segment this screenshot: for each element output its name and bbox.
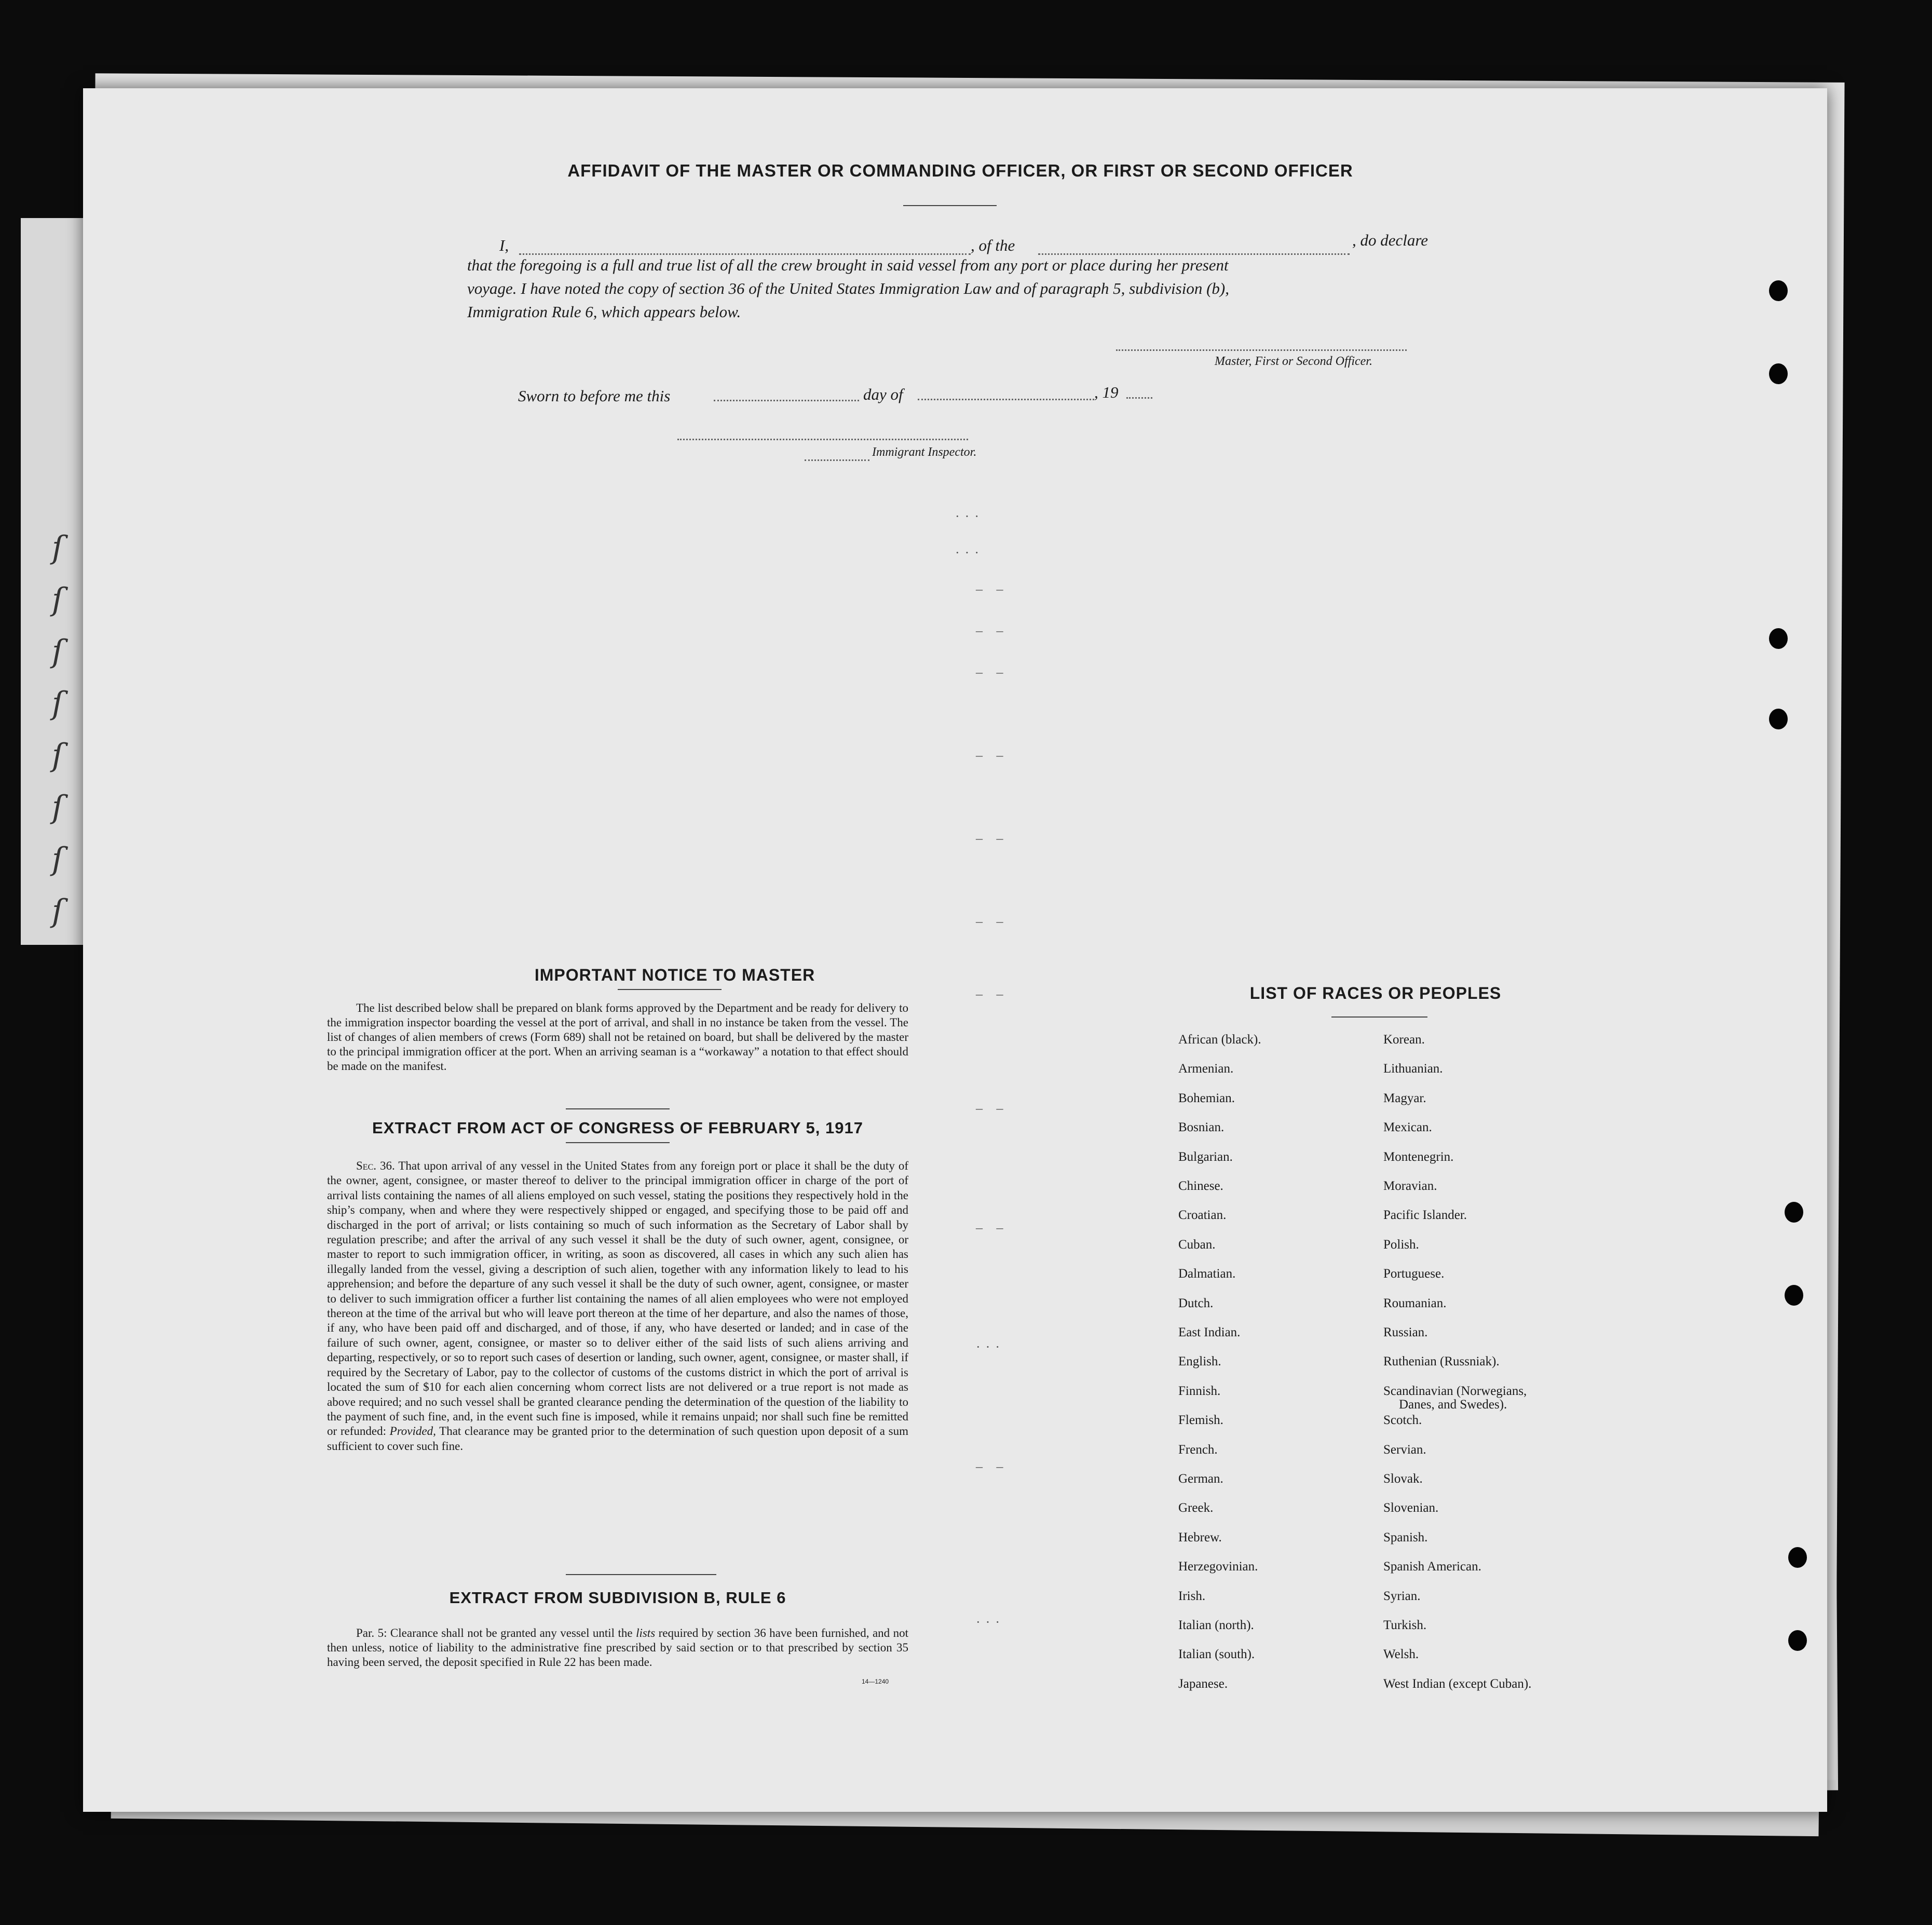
race-item: West Indian (except Cuban). — [1383, 1676, 1532, 1691]
punch-hole — [1788, 1630, 1807, 1651]
race-item: Bulgarian. — [1178, 1149, 1233, 1164]
race-item: Spanish American. — [1383, 1560, 1481, 1574]
year-label: , 19 — [1094, 383, 1119, 401]
race-item: Korean. — [1383, 1033, 1425, 1047]
bleed-through-marks: ··· — [955, 509, 984, 524]
extract-act-title: EXTRACT FROM ACT OF CONGRESS OF FEBRUARY 5, 1917 — [372, 1119, 863, 1137]
handwriting-mark: ſ — [52, 581, 64, 618]
race-item: Syrian. — [1383, 1589, 1421, 1603]
handwriting-mark: ſ — [52, 841, 64, 877]
race-item: Welsh. — [1383, 1647, 1419, 1662]
race-item-continuation: Danes, and Swedes). — [1399, 1397, 1507, 1412]
par-5-lists: lists — [636, 1626, 656, 1639]
section-rule — [566, 1574, 716, 1575]
handwriting-mark: ſ — [52, 789, 64, 825]
sworn-day-line[interactable] — [714, 400, 859, 401]
race-item: Montenegrin. — [1383, 1149, 1454, 1164]
bleed-through-marks: – – — [976, 831, 1009, 846]
race-item: Dalmatian. — [1178, 1267, 1236, 1281]
punch-hole — [1788, 1547, 1807, 1568]
bleed-through-marks: – – — [976, 581, 1009, 597]
title-underline — [903, 205, 997, 206]
section-label: Sec. 36. — [356, 1159, 395, 1172]
notice-underline — [618, 989, 722, 990]
par-5-text-end: required by section 36 have been furnished, and not then unless, notice of liability to the administrative fine prescribed by said section or to that prescribed by section 35 having been served, the deposit specified in Rule 22 has been made. — [327, 1626, 909, 1669]
bleed-through-marks: – – — [976, 623, 1009, 638]
inspector-label: Immigrant Inspector. — [872, 445, 977, 459]
day-of-label: day of — [863, 385, 903, 403]
sworn-label: Sworn to before me this — [518, 387, 671, 405]
inspector-dots — [805, 459, 869, 461]
race-item: English. — [1178, 1354, 1221, 1369]
race-item: Roumanian. — [1383, 1296, 1447, 1310]
race-item: Ruthenian (Russniak). — [1383, 1354, 1500, 1369]
race-item: Irish. — [1178, 1589, 1206, 1603]
bleed-through-marks: – – — [976, 1101, 1009, 1116]
handwriting-mark: ſ — [52, 530, 64, 566]
affidavit-line-4: Immigration Rule 6, which appears below. — [467, 303, 741, 321]
race-item: Croatian. — [1178, 1208, 1227, 1223]
bleed-through-marks: ··· — [976, 1615, 1005, 1630]
race-item: East Indian. — [1178, 1325, 1241, 1339]
punch-hole — [1785, 1202, 1803, 1223]
race-item: Japanese. — [1178, 1676, 1228, 1691]
race-item: Moravian. — [1383, 1179, 1437, 1193]
section-rule — [566, 1108, 670, 1109]
race-item: Pacific Islander. — [1383, 1208, 1467, 1223]
affidavit-title: AFFIDAVIT OF THE MASTER OR COMMANDING OFFICER, OR FIRST OR SECOND OFFICER — [567, 161, 1353, 180]
form-number: 14—1240 — [862, 1678, 889, 1685]
handwriting-mark: ſ — [52, 633, 64, 670]
bleed-through-marks: – – — [976, 914, 1009, 929]
race-item: Bohemian. — [1178, 1091, 1235, 1105]
affidavit-line-2: that the foregoing is a full and true list of all the crew brought in said vessel from any port or place during her present — [467, 256, 1229, 274]
left-page-edge — [21, 218, 84, 945]
bleed-through-marks: – – — [976, 748, 1009, 763]
punch-hole — [1785, 1285, 1803, 1306]
affidavit-of-the-label: , of the — [971, 236, 1015, 254]
bleed-through-marks: ··· — [976, 1339, 1005, 1354]
races-title: LIST OF RACES OR PEOPLES — [1249, 984, 1502, 1002]
races-underline — [1331, 1016, 1427, 1018]
bleed-through-marks: – – — [976, 665, 1009, 680]
race-item: Scotch. — [1383, 1413, 1422, 1428]
race-item: Italian (south). — [1178, 1647, 1255, 1662]
bleed-through-marks: – – — [976, 1459, 1009, 1474]
extract-rule-title: EXTRACT FROM SUBDIVISION B, RULE 6 — [449, 1589, 786, 1607]
affidavit-line-3: voyage. I have noted the copy of section 36 of the United States Immigration Law and of paragraph 5, subdivision (b), — [467, 279, 1229, 297]
document-page — [83, 88, 1827, 1812]
race-item: Flemish. — [1178, 1413, 1223, 1428]
race-item: Greek. — [1178, 1501, 1214, 1515]
race-item: Italian (north). — [1178, 1618, 1254, 1632]
inspector-signature-line[interactable] — [677, 439, 968, 440]
section-36-text: That upon arrival of any vessel in the United States from any foreign port or place it shall be the duty of the owner, agent, consignee, or master thereof to deliver to the principal immigration officer in charge of the port of arrival lists containing the names of all aliens employed on such vessel, stating the positions they respectively hold in the ship’s company, when and where they were respectively shipped or engaged, and specifying those to be paid off and discharged in the port of arrival; or lists containing so much of such information as the Secretary of Labor shall by regulation prescribe; and after the arrival of any such vessel it shall be the duty of such owner, agent, consignee, or master to report to such immigration officer, in writing, as soon as discovered, all cases in which any such alien has illegally landed from the vessel, giving a description of such alien, together with any information likely to lead to his apprehension; and before the departure of any such vessel it shall be the duty of such owner, agent, consignee, or master to deliver to such immigration officer a further list containing the names of all alien employees who were not employed thereon at the time of the arrival but who will leave port thereon at the time of her departure, and also the names of those, if any, who have been paid off and discharged, and of those, if any, who have deserted or landed; and in case of the failure of such owner, agent, consignee, or master so to deliver either of the said lists of such aliens arriving and departing, respectively, or so to report such cases of desertion or landing, such owner, agent, consignee, or master shall, if required by the Secretary of Labor, pay to the collector of customs of the customs district in which the port of arrival is located the sum of $10 for each alien concerning whom correct lists are not delivered or a true report is not made as above required; and no such vessel shall be granted clearance pending the determination of the question of the liability to the payment of such fine, and, in the event such fine is imposed, while it remains unpaid; nor shall such fine be remitted or refunded: — [327, 1159, 908, 1438]
race-item: Dutch. — [1178, 1296, 1214, 1310]
master-signature-line[interactable] — [1116, 349, 1407, 351]
race-item: Finnish. — [1178, 1384, 1221, 1398]
par-5-body — [327, 1626, 908, 1670]
master-signature-label: Master, First or Second Officer. — [1215, 355, 1372, 368]
race-item: Armenian. — [1178, 1062, 1234, 1076]
bleed-through-marks: ··· — [955, 545, 984, 560]
handwriting-mark: ſ — [52, 737, 64, 774]
race-item: Polish. — [1383, 1237, 1419, 1252]
race-item: Herzegovinian. — [1178, 1560, 1258, 1574]
race-item: Hebrew. — [1178, 1530, 1222, 1544]
race-item: Magyar. — [1383, 1091, 1426, 1105]
handwriting-mark: ſ — [52, 893, 64, 929]
section-36-body — [327, 1159, 908, 1454]
race-item: Slovak. — [1383, 1472, 1423, 1486]
race-item: Cuban. — [1178, 1237, 1216, 1252]
affidavit-i-label: I, — [499, 236, 509, 254]
provided-label: Provided, — [389, 1425, 436, 1438]
race-item: Mexican. — [1383, 1120, 1432, 1135]
handwriting-mark: ſ — [52, 685, 64, 722]
race-item: French. — [1178, 1442, 1218, 1457]
race-item: Turkish. — [1383, 1618, 1427, 1632]
punch-hole — [1769, 363, 1788, 384]
punch-hole — [1769, 709, 1788, 729]
punch-hole — [1769, 628, 1788, 649]
race-item: Bosnian. — [1178, 1120, 1224, 1135]
section-36-text-end: That clearance may be granted prior to the determination of such question upon deposit of a sum sufficient to cover such fine. — [327, 1425, 909, 1453]
race-item: Portuguese. — [1383, 1267, 1445, 1281]
extract-underline — [566, 1142, 670, 1143]
notice-title: IMPORTANT NOTICE TO MASTER — [534, 966, 815, 984]
race-item: Servian. — [1383, 1442, 1426, 1457]
notice-body: The list described below shall be prepared on blank forms approved by the Department and be ready for delivery to the immigration inspector boarding the vessel at the port of arrival, and shall in no instance be taken from the vessel. The list of changes of alien members of crews (Form 689) shall not be retained on board, but shall be delivered by the master to the principal immigration officer at the port. When an arriving seaman is a “workaway” a notation to that effect should be made on the manifest. — [327, 1001, 908, 1073]
sworn-year-line[interactable] — [1126, 397, 1152, 399]
race-item: Slovenian. — [1383, 1501, 1439, 1515]
race-item: German. — [1178, 1472, 1223, 1486]
par-5-text: Par. 5: Clearance shall not be granted any vessel until the — [356, 1626, 633, 1639]
race-item: Lithuanian. — [1383, 1062, 1443, 1076]
race-item: Russian. — [1383, 1325, 1428, 1339]
bleed-through-marks: – – — [976, 986, 1009, 1001]
bleed-through-marks: – – — [976, 1220, 1009, 1235]
race-item: Spanish. — [1383, 1530, 1428, 1544]
race-item: African (black). — [1178, 1033, 1261, 1047]
race-item: Chinese. — [1178, 1179, 1223, 1193]
punch-hole — [1769, 280, 1788, 301]
sworn-month-line[interactable] — [918, 399, 1094, 400]
affidavit-do-declare: , do declare — [1352, 231, 1428, 249]
race-item: Scandinavian (Norwegians, — [1383, 1384, 1527, 1398]
